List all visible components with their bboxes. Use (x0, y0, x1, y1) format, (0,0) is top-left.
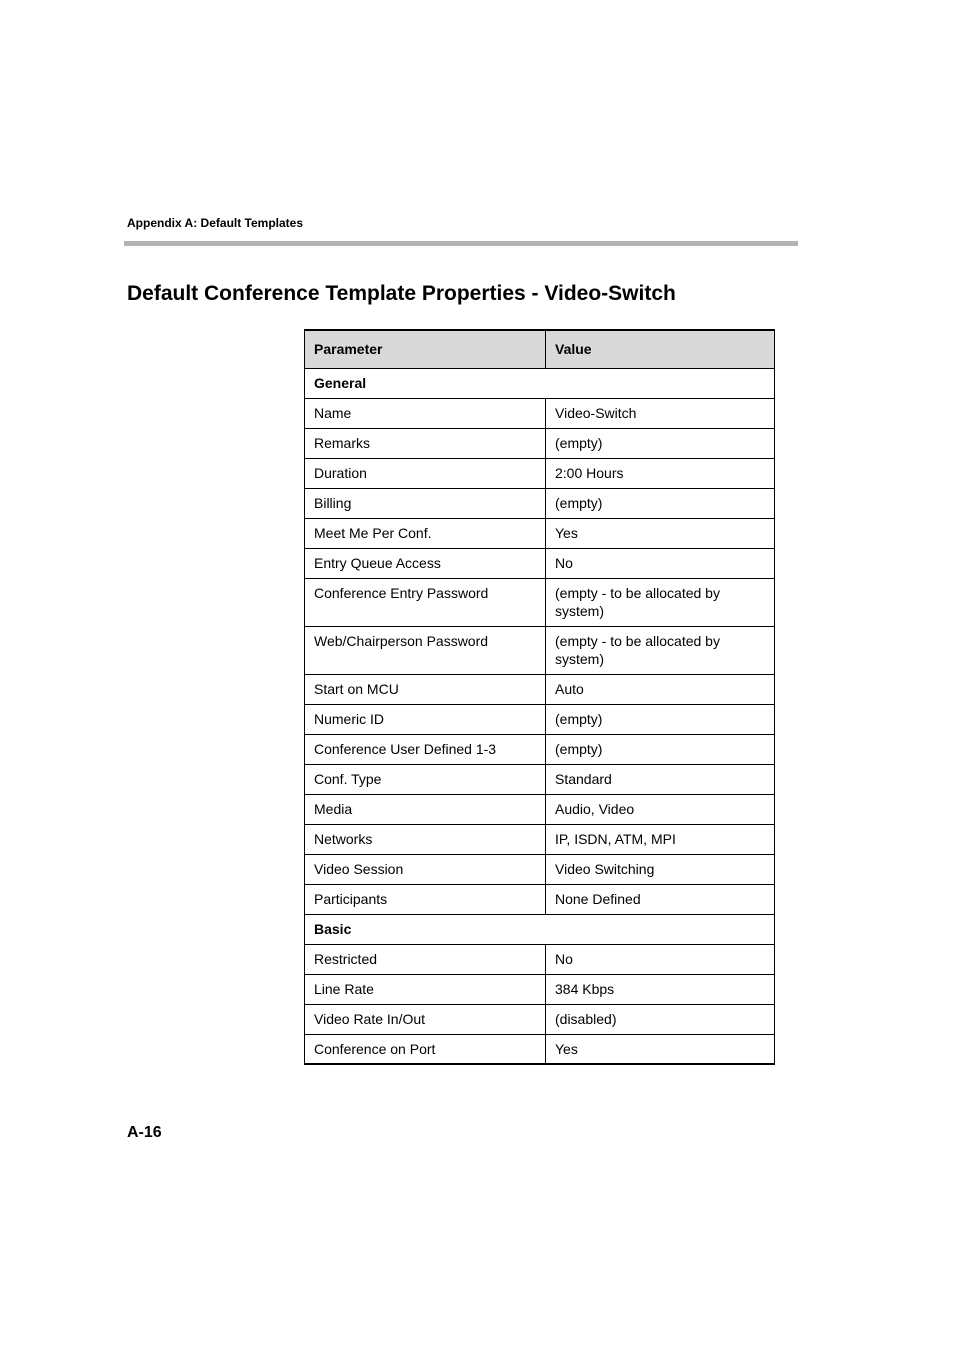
table-row (305, 488, 775, 518)
parameter-cell: Line Rate (305, 974, 546, 1004)
parameter-cell: Meet Me Per Conf. (305, 518, 546, 548)
table-row (305, 1004, 775, 1034)
table-body (305, 368, 775, 1064)
value-cell: Video Switching (546, 854, 775, 884)
table-row (305, 626, 775, 674)
parameter-cell: Media (305, 794, 546, 824)
table-row (305, 854, 775, 884)
properties-table (304, 329, 775, 1065)
section-row-general (305, 368, 775, 398)
parameter-cell: Billing (305, 488, 546, 518)
table-row (305, 674, 775, 704)
header-rule (124, 241, 798, 246)
parameter-cell: Duration (305, 458, 546, 488)
value-cell: No (546, 944, 775, 974)
value-cell: (empty - to be allocated by system) (546, 578, 775, 626)
table-row (305, 824, 775, 854)
value-cell: (empty) (546, 734, 775, 764)
table-row (305, 1034, 775, 1064)
value-cell: (empty) (546, 428, 775, 458)
parameter-cell: Networks (305, 824, 546, 854)
parameter-cell: Conf. Type (305, 764, 546, 794)
value-cell: IP, ISDN, ATM, MPI (546, 824, 775, 854)
section-label: General (305, 368, 775, 398)
value-cell: (empty) (546, 488, 775, 518)
parameter-cell: Conference on Port (305, 1034, 546, 1064)
table-row (305, 974, 775, 1004)
parameter-cell: Restricted (305, 944, 546, 974)
value-cell: Audio, Video (546, 794, 775, 824)
value-cell: No (546, 548, 775, 578)
value-cell: Yes (546, 518, 775, 548)
value-cell: Yes (546, 1034, 775, 1064)
value-cell: (disabled) (546, 1004, 775, 1034)
table-row (305, 734, 775, 764)
running-header: Appendix A: Default Templates (127, 216, 304, 230)
parameter-cell: Name (305, 398, 546, 428)
table-row (305, 398, 775, 428)
table-row (305, 428, 775, 458)
parameter-cell: Remarks (305, 428, 546, 458)
parameter-cell: Video Rate In/Out (305, 1004, 546, 1034)
value-cell: (empty - to be allocated by system) (546, 626, 775, 674)
value-cell: Video-Switch (546, 398, 775, 428)
section-row-basic (305, 914, 775, 944)
value-cell: (empty) (546, 704, 775, 734)
table-row (305, 548, 775, 578)
table-row (305, 944, 775, 974)
table-row (305, 794, 775, 824)
value-cell: Auto (546, 674, 775, 704)
table-row (305, 764, 775, 794)
column-header-value: Value (546, 330, 775, 368)
page-number: A-16 (127, 1124, 162, 1141)
parameter-cell: Numeric ID (305, 704, 546, 734)
value-cell: None Defined (546, 884, 775, 914)
table-row (305, 704, 775, 734)
table-row (305, 518, 775, 548)
table-row (305, 884, 775, 914)
parameter-cell: Web/Chairperson Password (305, 626, 546, 674)
column-header-parameter: Parameter (305, 330, 546, 368)
page-title: Default Conference Template Properties - Video-Switch (127, 282, 676, 305)
value-cell: 2:00 Hours (546, 458, 775, 488)
table-header-row (305, 330, 775, 368)
parameter-cell: Entry Queue Access (305, 548, 546, 578)
table-row (305, 578, 775, 626)
parameter-cell: Participants (305, 884, 546, 914)
parameter-cell: Video Session (305, 854, 546, 884)
section-label: Basic (305, 914, 775, 944)
parameter-cell: Start on MCU (305, 674, 546, 704)
table-row (305, 458, 775, 488)
value-cell: Standard (546, 764, 775, 794)
parameter-cell: Conference Entry Password (305, 578, 546, 626)
value-cell: 384 Kbps (546, 974, 775, 1004)
parameter-cell: Conference User Defined 1-3 (305, 734, 546, 764)
